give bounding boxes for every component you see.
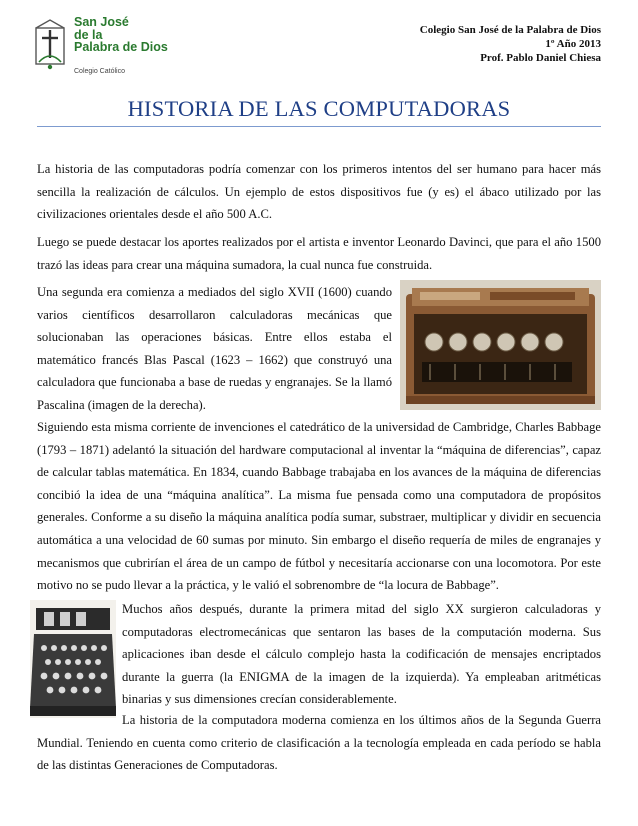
pascalina-image — [400, 280, 601, 410]
header-teacher: Prof. Pablo Daniel Chiesa — [480, 52, 601, 64]
enigma-image — [30, 600, 116, 718]
paragraph-modern: La historia de la computadora moderna comienza en los últimos años de la Segunda Guerra Mundial. Teniendo en cuenta como criterio de clasificación a la tecnología empleada en cada período se habla de las distintas Generaciones de Computadoras. — [37, 713, 601, 773]
school-emblem-icon — [30, 18, 70, 72]
logo-line-2: de la — [74, 27, 103, 42]
paragraph-pascal: Una segunda era comienza a mediados del siglo XVII (1600) cuando varios científicos desarrollaron calculadoras mecánicas que solucionaban las operaciones básicas. Entre ellos estaba el matemático francés Blas Pascal (1623 – 1662) que construyó una calculadora que funcionaba a base de ruedas y engranajes. Se la llamó Pascalina (imagen de la derecha). — [37, 285, 392, 412]
document-header — [420, 23, 601, 65]
header-year: 1º Año 2013 — [545, 38, 601, 50]
paragraph-enigma: Muchos años después, durante la primera mitad del siglo XX surgieron calculadoras y computadoras electromecánicas que sentaron las bases de la computación moderna. Sus aplicaciones iban desde el cálculo complejo hasta la codificación de mensajes encriptados durante la guerra (la ENIGMA de la imagen de la izquierda). Ya empleaban aritméticas binarias y sus dimensiones crecían considerablemente. — [122, 602, 601, 707]
page-title: HISTORIA DE LAS COMPUTADORAS — [127, 96, 511, 121]
paragraph-davinci: Luego se puede destacar los aportes realizados por el artista e inventor Leonardo Davinci, que para el año 1500 trazó las ideas para crear una máquina sumadora, la cual nunca fue construida. — [37, 235, 601, 272]
school-logo — [30, 15, 168, 80]
title-divider — [37, 126, 601, 127]
header-school: Colegio San José de la Palabra de Dios — [419, 24, 601, 36]
logo-subtitle: Colegio Católico — [74, 68, 125, 75]
logo-line-3: Palabra de Dios — [74, 40, 168, 54]
logo-line-1: San José — [74, 15, 129, 29]
paragraph-babbage: Siguiendo esta misma corriente de invenciones el catedrático de la universidad de Cambridge, Charles Babbage (1793 – 1871) adelantó la situación del hardware computacional al inventar la “máquina de diferencias”, capaz de calcular tablas matemática. En 1834, cuando Babbage trabajaba en los avances de la máquina de diferencias concibió la idea de una “máquina analítica”. La misma fue pensada como una computadora de propósitos generales. Conforme a su diseño la máquina analítica podía sumar, substraer, multiplicar y dividir en secuencia automática a una velocidad de 60 sumas por minuto. Sin embargo el diseño requería de miles de engranajes y mecanismos que cubrirían el área de un campo de fútbol y necesitaría accionarse con una locomotora. Por este motivo no se pudo llevar a la práctica, y le valió el sobrenombre de “la locura de Babbage”. — [37, 420, 601, 593]
paragraph-intro: La historia de las computadoras podría comenzar con los primeros intentos del ser humano para hacer más sencilla la realización de cálculos. Un ejemplo de estos dispositivos fue (y es) el ábaco utilizado por las civilizaciones orientales desde el año 500 A.C. — [37, 162, 601, 222]
logo-name — [74, 16, 168, 54]
